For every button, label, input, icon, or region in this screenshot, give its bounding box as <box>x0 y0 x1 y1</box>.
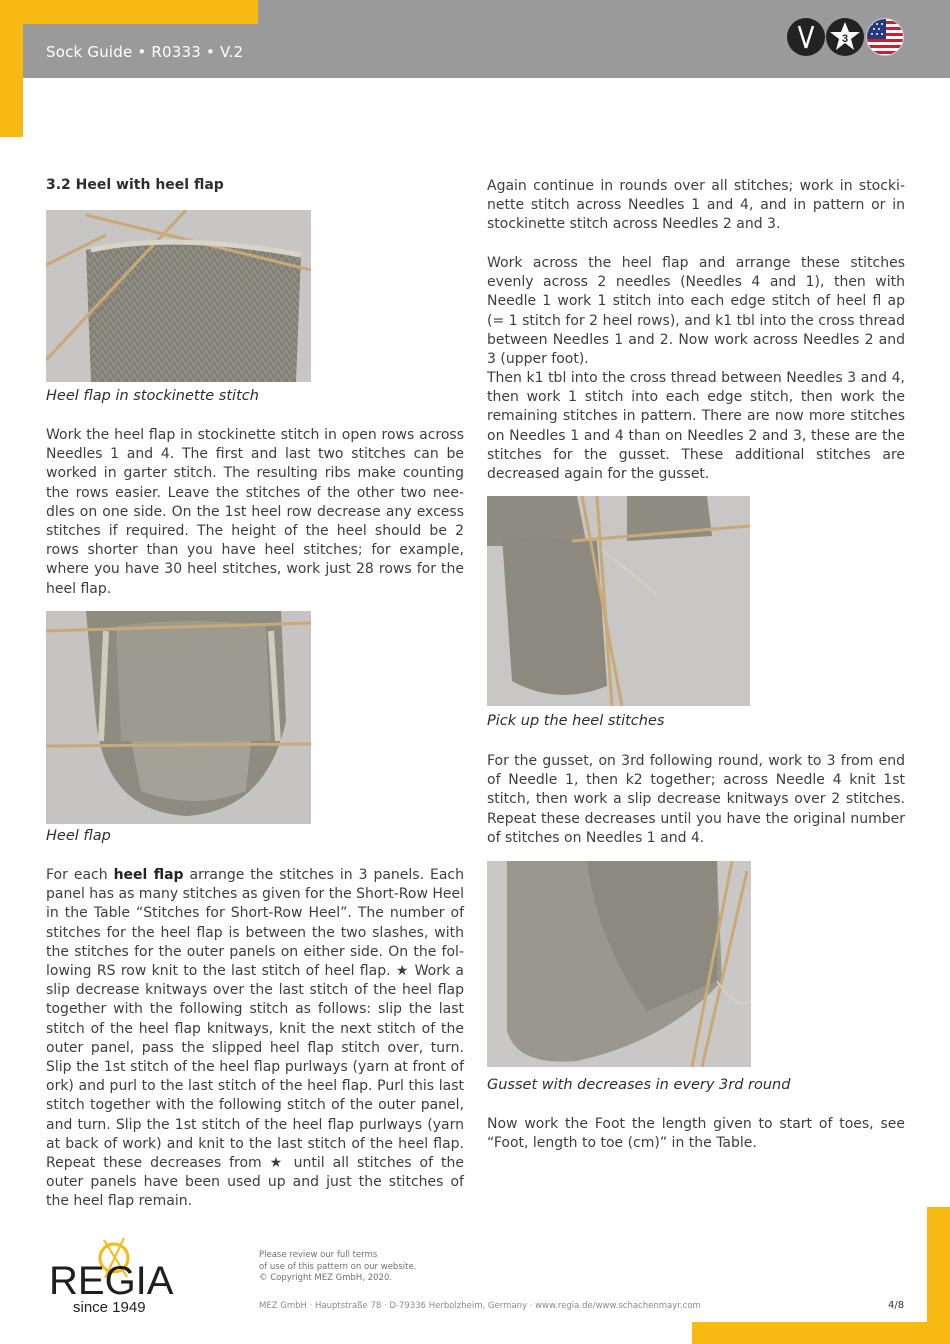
footer-note-line: of use of this pattern on our website. <box>259 1261 417 1272</box>
difficulty-badges <box>787 18 907 60</box>
photo-heel-flap-stockinette <box>46 210 311 382</box>
caption-heel-flap-stockinette: Heel flap in stockinette stitch <box>46 388 259 404</box>
level-star-icon <box>826 18 864 56</box>
accent-tab-bottom <box>692 1322 950 1344</box>
paragraph-heel-flap-panels <box>46 866 464 1212</box>
accent-tab-top <box>0 0 258 24</box>
paragraph-arrange-stitches: Work across the heel flap and arrange these stitches evenly across 2 needles (Needles 4 and 1), then with Needle 1 work 1 stitch into each edge stitch of heel fl ap (= 1 stitch for 2 heel rows), and k1 tbl into the cross thread between Needles 1 and 2. Now work across Needles 2 and 3 (upper foot). <box>487 255 905 368</box>
paragraph-cross-thread: Then k1 tbl into the cross thread between Needles 3 and 4, then work 1 stitch into each edge stitch, then work the remaining stitches in pattern. There are now more stitches on Needles 1 and 4 than on Needles 2 and 3, these are the stitches for the gusset. These additional stitches are decreased again for the gusset. <box>487 370 905 483</box>
paragraph-continue-rounds: Again continue in rounds over all stitches; work in stocki-nette stitch across Needles 1 and 4, and in pattern or in stockinette stitch across Needles 2 and 3. <box>487 178 905 233</box>
logo-wordmark: REGIA <box>49 1259 174 1303</box>
footer-note-line: Please review our full terms <box>259 1250 378 1260</box>
photo-heel-flap <box>46 611 311 824</box>
page-number: 4/8 <box>888 1300 905 1311</box>
photo-gusset-decreases <box>487 861 751 1067</box>
level-number: 3 <box>841 33 849 45</box>
term-heel-flap: heel flap <box>113 867 184 883</box>
caption-heel-flap: Heel flap <box>46 828 111 844</box>
us-flag-icon <box>866 18 904 56</box>
caption-pick-up-heel-stitches: Pick up the heel stitches <box>487 713 665 729</box>
footer-address: MEZ GmbH · Hauptstraße 78 · D-79336 Herbolzheim, Germany · www.regia.de/www.schachenmayr.com <box>259 1301 701 1311</box>
paragraph-body: arrange the stitches in 3 panels. Each panel has as many stitches as given for the Short-Row Heel in the Table “Stitches for Short-Row Heel”. The number of stitches for the heel flap is between the two slashes, with the stitches for the outer panels on either side. On the fol-lowing RS row knit to the last stitch of heel flap. ★ Work a slip decrease knitways over the last stitch of the heel flap together with the following stitch as follows: slip the last stitch of the heel flap knitways, knit the next stitch of the outer panel, pass the slipped heel flap stitch over, turn. Slip the 1st stitch of the heel flap purlways (yarn at front of ork) and purl to the last stitch of the heel flap. Purl this last stitch together with the following stitch of the outer panel, and turn. Slip the 1st stitch of the heel flap purlways (yarn at back of work) and knit to the last stitch of the heel flap. Repeat these decreases from ★ until all stitches of the outer panels have been used up and just the stitches of the heel flap remain. <box>46 867 465 1210</box>
needles-icon <box>787 18 825 56</box>
document-title: Sock Guide • R0333 • V.2 <box>46 43 244 61</box>
photo-pick-up-heel-stitches <box>487 496 750 706</box>
logo-since: since 1949 <box>73 1299 146 1314</box>
footer-copyright: © Copyright MEZ GmbH, 2020. <box>259 1273 393 1283</box>
paragraph-heel-flap-rows: Work the heel flap in stockinette stitch in open rows across Needles 1 and 4. The first and last two stitches can be worked in garter stitch. The resulting ribs make counting the rows easier. Leave the stitches of the other two nee-dles on one side. On the 1st heel row decrease any excess stitches if required. The height of the heel should be 2 rows shorter than you have heel stitches; for example, where you have 30 heel stitches, work just 28 rows for the heel flap. <box>46 427 464 597</box>
regia-logo <box>49 1232 179 1314</box>
caption-gusset-decreases: Gusset with decreases in every 3rd round <box>487 1077 791 1093</box>
paragraph-foot-length: Now work the Foot the length given to start of toes, see “Foot, length to toe (cm)” in the Table. <box>487 1116 905 1152</box>
paragraph-gusset-decreases: For the gusset, on 3rd following round, work to 3 from end of Needle 1, then k2 together; across Needle 4 knit 1st stitch, then work a slip decrease knitways over 2 stitches. Repeat these decreases until you have the original number of stitches on Needles 1 and 4. <box>487 753 905 846</box>
paragraph-intro: For each <box>46 867 114 883</box>
section-title: 3.2 Heel with heel flap <box>46 177 224 193</box>
footer-terms-note <box>259 1250 416 1285</box>
